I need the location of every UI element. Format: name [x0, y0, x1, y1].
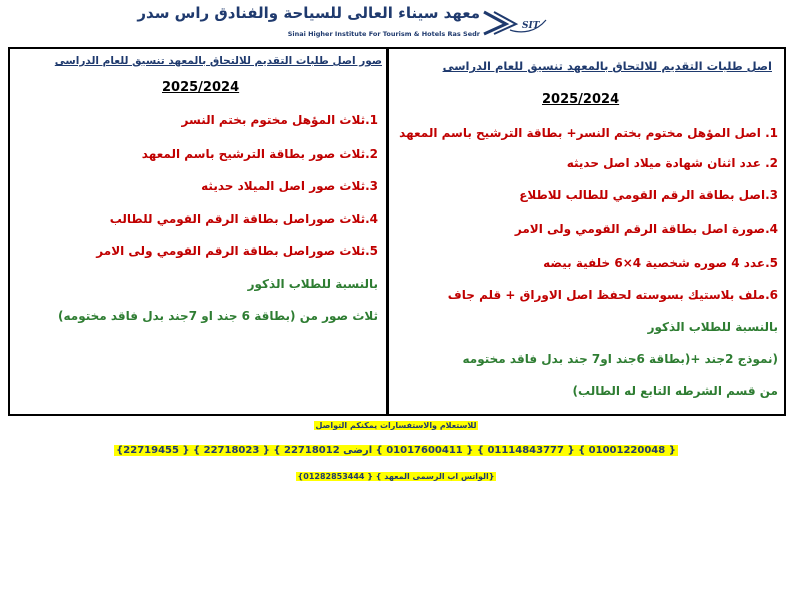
column-divider	[386, 49, 389, 414]
contact-whatsapp-text: {الواتس اب الرسمى المعهد } { 01282853444}	[297, 472, 495, 481]
originals-item-1: 1. اصل المؤهل مختوم بختم النسر+ بطاقة الترشيح باسم المعهد	[399, 126, 778, 140]
originals-item-6: 6.ملف بلاستيك بسوسته لحفظ اصل الاوراق + قلم جاف	[447, 288, 778, 302]
copies-column	[16, 49, 382, 414]
originals-item-2: 2. عدد اثنان شهادة ميلاد اصل حديثه	[566, 156, 778, 170]
originals-title: اصل طلبات التقديم للالتحاق بالمعهد تنسيق للعام الدراسى	[442, 59, 772, 73]
copies-item-3: 3.ثلاث صور اصل الميلاد حديثه	[201, 179, 378, 193]
institute-logo-icon	[480, 8, 548, 38]
copies-item-1: 1.ثلاث المؤهل مختوم بختم النسر	[181, 113, 378, 127]
originals-male-heading: بالنسبة للطلاب الذكور	[647, 320, 778, 334]
originals-male-item-1: (نموذج 2جند +(بطاقة 6جند او7 جند بدل فاقد مختومه	[462, 352, 778, 366]
originals-item-4: 4.صورة اصل بطاقة الرقم القومي ولى الامر	[514, 222, 778, 236]
contact-heading	[0, 421, 792, 430]
originals-year: 2025/2024	[542, 92, 620, 107]
copies-year: 2025/2024	[162, 80, 240, 95]
originals-item-5: 5.عدد 4 صوره شخصية 4×6 خلفية بيضه	[543, 256, 778, 270]
contact-phones	[0, 445, 792, 456]
requirements-table	[8, 47, 786, 416]
copies-item-5: 5.ثلاث صوراصل بطاقة الرقم القومي ولى الامر	[96, 244, 378, 258]
contact-heading-text: للاستعلام والاستفسارات يمكنكم التواصل	[315, 421, 477, 430]
institute-header	[137, 4, 560, 42]
institute-name-english: Sinai Higher Institute For Tourism & Hotels Ras Sedr	[287, 30, 480, 38]
contact-phones-text: { 01001220048 } { 01114843777 } { 01017600411 } ارضى 22718012 } { 22718023 } { 22719455}	[116, 445, 676, 456]
copies-item-2: 2.ثلاث صور بطاقة الترشيح باسم المعهد	[141, 147, 378, 161]
copies-title: صور اصل طلبات التقديم للالتحاق بالمعهد تنسيق للعام الدراسى	[54, 55, 382, 67]
logo-mark-text: SIT	[522, 21, 540, 31]
contact-whatsapp	[0, 472, 792, 481]
institute-name-arabic: معهد سيناء العالى للسياحة والفنادق راس سدر	[137, 4, 480, 22]
originals-column	[392, 49, 784, 414]
copies-male-item-1: ثلاث صور من (بطاقة 6 جند او 7جند بدل فاقد مختومه)	[58, 309, 378, 323]
originals-item-3: 3.اصل بطاقة الرقم القومي للطالب للاطلاع	[519, 188, 778, 202]
copies-male-heading: بالنسبة للطلاب الذكور	[247, 277, 378, 291]
originals-male-item-2: من قسم الشرطه التابع له الطالب)	[572, 384, 778, 398]
copies-item-4: 4.ثلاث صوراصل بطاقة الرقم القومي للطالب	[109, 212, 378, 226]
